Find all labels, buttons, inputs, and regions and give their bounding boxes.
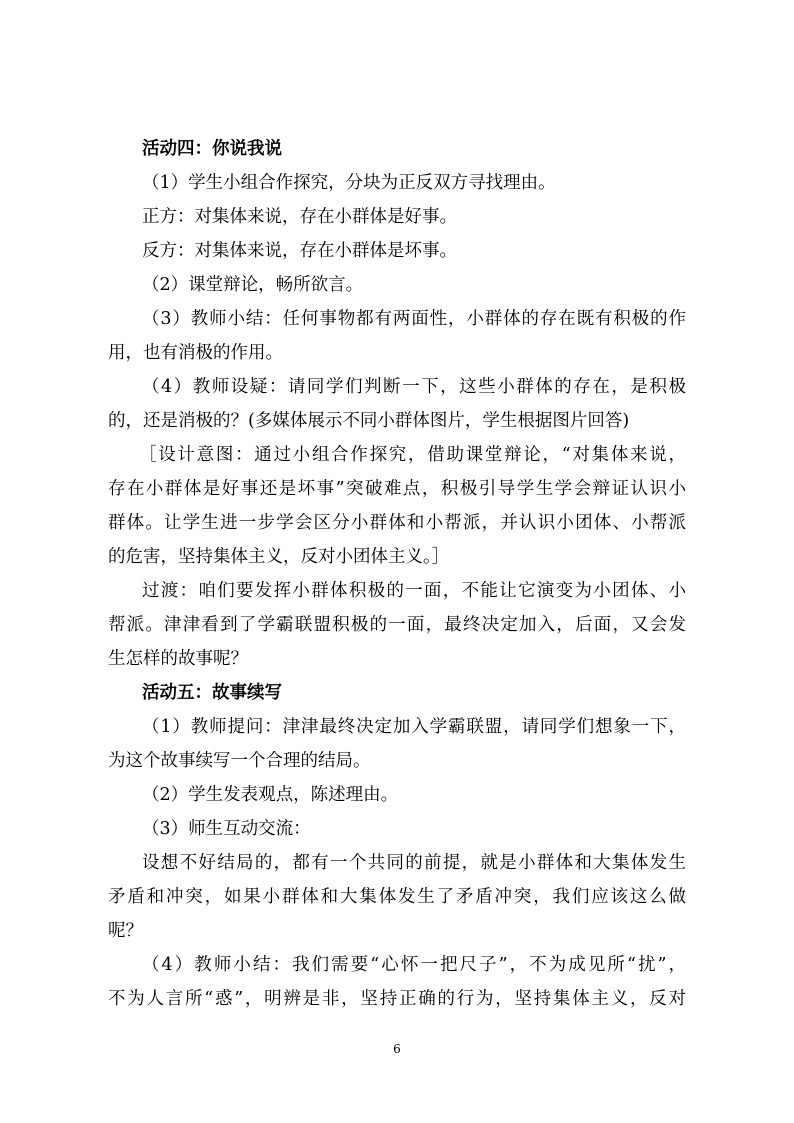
design-intent-line: 的危害，坚持集体主义，反对小团体主义。］ — [108, 547, 450, 567]
paragraph-line: 用，也有消极的作用。 — [108, 343, 283, 363]
paragraph-line: 为这个故事续写一个合理的结局。 — [108, 751, 371, 771]
paragraph-line: 帮派。津津看到了学霸联盟积极的一面，最终决定加入，后面，又会发 — [108, 615, 686, 635]
paragraph-line: （2）课堂辩论，畅所欲言。 — [142, 275, 364, 295]
paragraph-line: （4）教师设疑：请同学们判断一下，这些小群体的存在，是积极 — [142, 377, 686, 397]
activity-five-heading: 活动五：故事续写 — [142, 683, 282, 703]
paragraph-line: 过渡：咱们要发挥小群体积极的一面，不能让它演变为小团体、小 — [142, 581, 686, 601]
paragraph-line: 设想不好结局的，都有一个共同的前提，就是小群体和大集体发生 — [142, 853, 686, 873]
activity-four-heading: 活动四：你说我说 — [142, 139, 282, 159]
design-intent-line: 群体。让学生进一步学会区分小群体和小帮派，并认识小团体、小帮派 — [108, 513, 686, 533]
paragraph-line: （3）教师小结：任何事物都有两面性，小群体的存在既有积极的作 — [142, 309, 686, 329]
paragraph-line: （1）教师提问：津津最终决定加入学霸联盟，请同学们想象一下， — [142, 717, 686, 737]
paragraph-line: 矛盾和冲突，如果小群体和大集体发生了矛盾冲突，我们应该这么做 — [108, 887, 686, 907]
paragraph-line: 生怎样的故事呢？ — [108, 649, 248, 669]
paragraph-line: （1）学生小组合作探究，分块为正反双方寻找理由。 — [142, 173, 556, 193]
page-number: 6 — [393, 1042, 401, 1056]
paragraph-line: 反方：对集体来说，存在小群体是坏事。 — [142, 241, 457, 261]
design-intent-line: 存在小群体是好事还是坏事”突破难点，积极引导学生学会辩证认识小 — [108, 479, 686, 499]
paragraph-line: 呢？ — [108, 921, 143, 941]
paragraph-line: 正方：对集体来说，存在小群体是好事。 — [142, 207, 457, 227]
paragraph-line: （3）师生互动交流： — [142, 819, 311, 839]
design-intent-line: ［设计意图：通过小组合作探究，借助课堂辩论，“对集体来说， — [139, 445, 686, 465]
paragraph-line: （4）教师小结：我们需要“心怀一把尺子”，不为成见所“扰”， — [142, 955, 686, 975]
paragraph-line: （2）学生发表观点，陈述理由。 — [142, 785, 399, 805]
paragraph-line: 不为人言所“惑”，明辨是非，坚持正确的行为，坚持集体主义，反对 — [108, 989, 686, 1009]
document-body — [108, 132, 686, 1016]
paragraph-line: 的，还是消极的？(多媒体展示不同小群体图片，学生根据图片回答) — [108, 411, 630, 431]
